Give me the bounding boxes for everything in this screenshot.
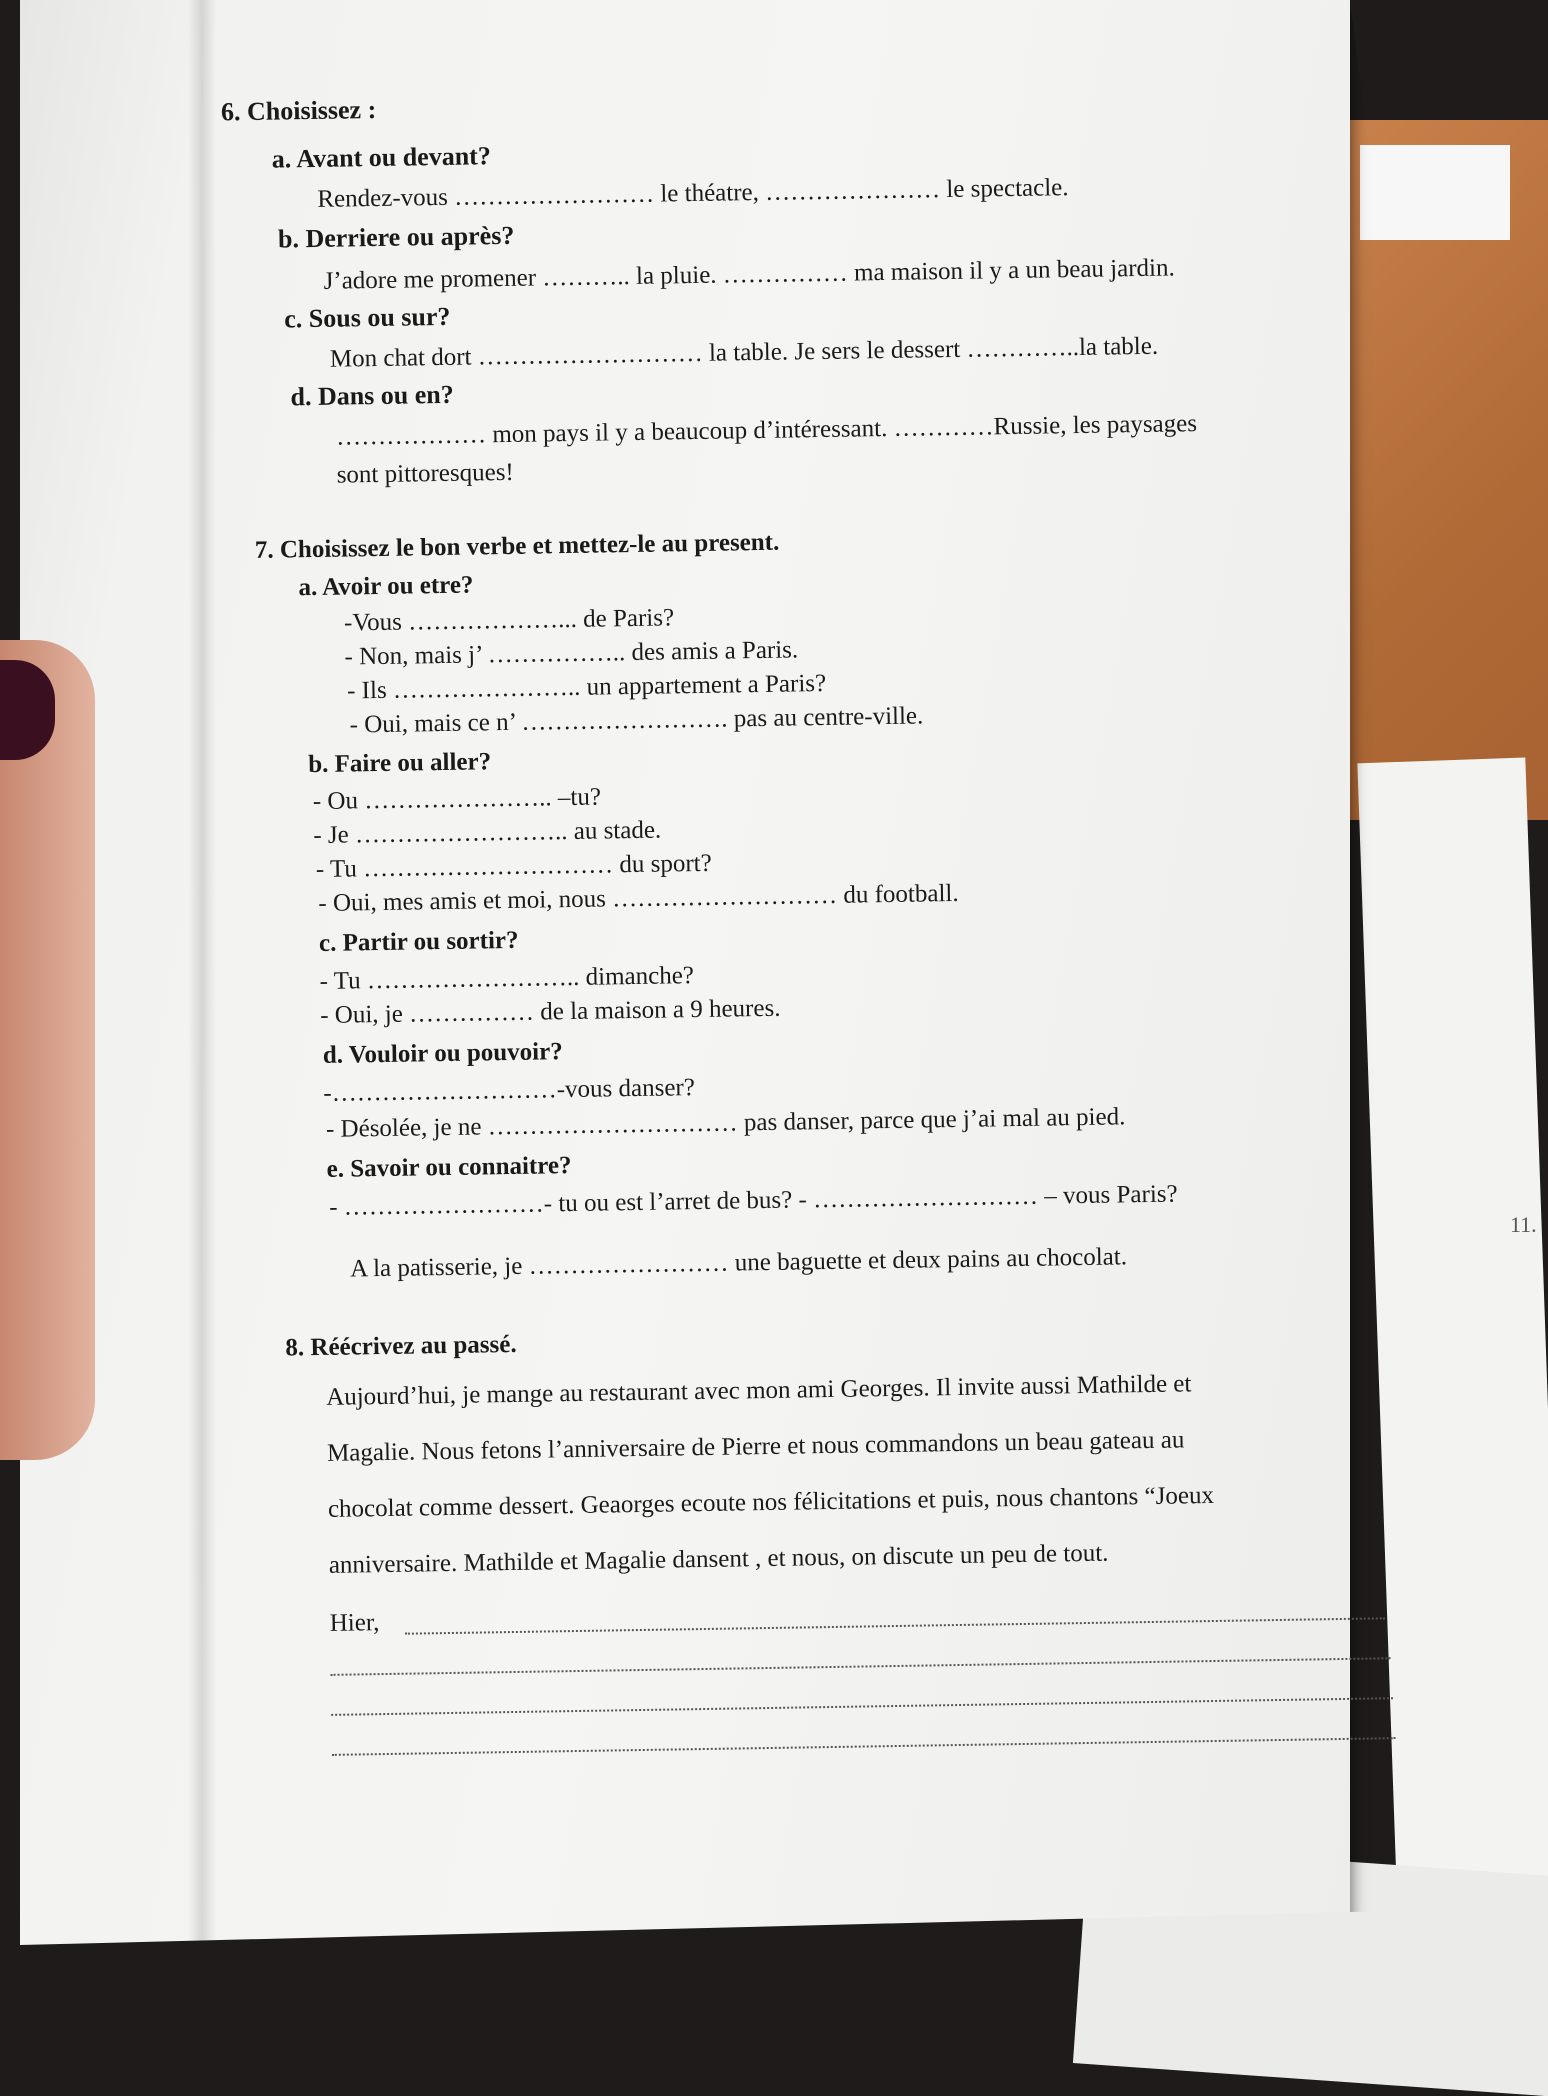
exercise-8-text-line: chocolat comme dessert. Geaorges ecoute nos félicitations et puis, nous chantons “Joeux — [327, 1481, 1215, 1523]
exercise-8-text-line: Aujourd’hui, je mange au restaurant avec mon ami Georges. Il invite aussi Mathilde et — [325, 1370, 1192, 1411]
answer-line — [405, 1617, 1385, 1634]
exercise-7b-label: b. Faire ou aller? — [308, 748, 492, 779]
exercise-7a-line: - Non, mais j’ …………….. des amis a Paris. — [344, 636, 799, 671]
exercise-7b-line: - Oui, mes amis et moi, nous ……………………… du football. — [318, 879, 959, 917]
exercise-8-answer-start: Hier, — [329, 1609, 380, 1637]
exercise-8-text-line: anniversaire. Mathilde et Magalie dansent , et nous, on discute un peu de tout. — [328, 1539, 1109, 1579]
exercise-8-title: 8. Réécrivez au passé. — [285, 1330, 517, 1362]
exercise-7b-line: - Ou ………………….. –tu? — [312, 783, 602, 816]
exercise-6d-line-2: sont pittoresques! — [336, 458, 514, 489]
exercise-7b-line: - Je …………………….. au stade. — [313, 816, 662, 850]
exercise-7c-line: - Oui, je …………… de la maison a 9 heures. — [319, 994, 781, 1029]
exercise-7d-line: -………………………-vous danser? — [323, 1074, 696, 1107]
exercise-8-text-line: Magalie. Nous fetons l’anniversaire de Pierre et nous commandons un beau gateau au — [326, 1426, 1185, 1467]
exercise-7a-label: a. Avoir ou etre? — [298, 571, 474, 602]
exercise-7e-line-2: A la patisserie, je …………………… une baguette et deux pains au chocolat. — [349, 1243, 1128, 1283]
exercise-6a-label: a. Avant ou devant? — [271, 141, 492, 174]
exercise-7-title: 7. Choisissez le bon verbe et mettez-le au present. — [254, 528, 780, 564]
exercise-6a-line: Rendez-vous …………………… le théatre, ………………… le spectacle. — [317, 174, 1069, 213]
exercise-7c-label: c. Partir ou sortir? — [318, 926, 519, 957]
exercise-7a-line: -Vous ………………... de Paris? — [343, 604, 675, 637]
exercise-7c-line: - Tu …………………….. dimanche? — [319, 962, 695, 995]
exercise-7a-line: - Oui, mais ce n’ ……………………. pas au centre-ville. — [349, 702, 924, 739]
answer-line — [332, 1737, 1396, 1756]
exercise-7e-line-1: - ……………………- tu ou est l’arret de bus? - ……………………… – vous Paris? — [328, 1180, 1178, 1221]
exercise-6c-label: c. Sous ou sur? — [284, 301, 451, 334]
exercise-6b-label: b. Derriere ou après? — [277, 220, 515, 254]
exercise-7d-line: - Désolée, je ne ………………………… pas danser, parce que j’ai mal au pied. — [325, 1103, 1126, 1143]
answer-line — [331, 1657, 1391, 1676]
exercise-7a-line: - Ils ………………….. un appartement a Paris? — [346, 669, 827, 705]
exercise-7e-label: e. Savoir ou connaitre? — [326, 1152, 572, 1183]
hand — [0, 640, 95, 1460]
exercise-7d-label: d. Vouloir ou pouvoir? — [322, 1038, 563, 1069]
answer-line — [331, 1697, 1393, 1716]
exercise-6b-line: J’adore me promener ……….. la pluie. …………… ma maison il y a un beau jardin. — [323, 254, 1175, 295]
exercise-6d-label: d. Dans ou en? — [290, 379, 454, 412]
background-sheet-number: 11. — [1510, 1212, 1537, 1237]
exercise-7b-line: - Tu ………………………… du sport? — [315, 849, 712, 884]
exercise-6-title: 6. Choisissez : — [220, 94, 377, 127]
exercise-6c-line: Mon chat dort ……………………… la table. Je sers le dessert …………..la table. — [329, 332, 1159, 373]
exercise-6d-line-1: ……………… mon pays il y a beaucoup d’intéressant. …………Russie, les paysages — [335, 410, 1198, 451]
